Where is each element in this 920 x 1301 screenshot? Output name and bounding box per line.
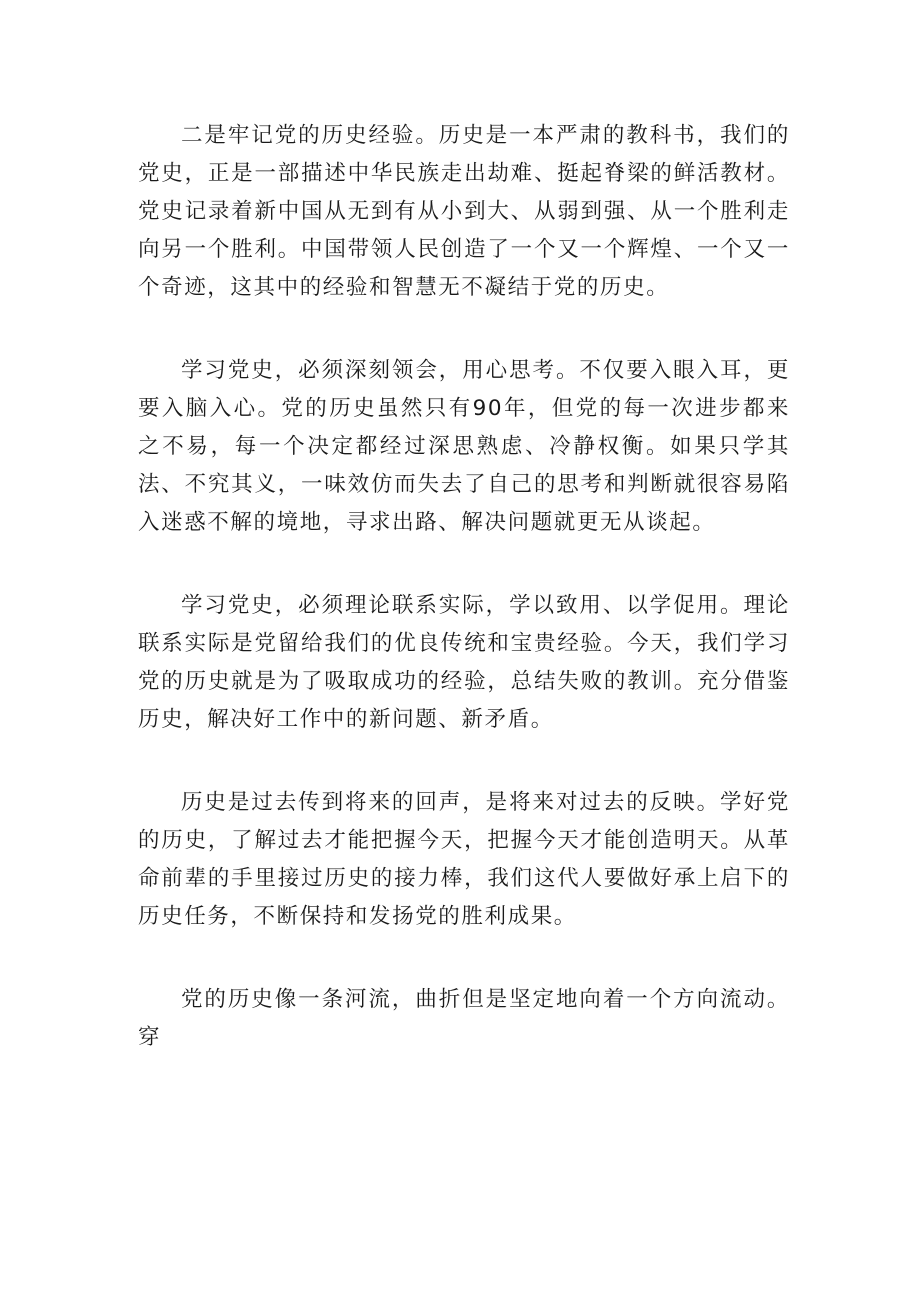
paragraph-4: 历史是过去传到将来的回声，是将来对过去的反映。学好党的历史，了解过去才能把握今天，把握今天才能创造明天。从革命前辈的手里接过历史的接力棒，我们这代人要做好承上启下的历史任务，不断保持和发扬党的胜利成果。 — [138, 790, 790, 929]
paragraph-5: 党的历史像一条河流，曲折但是坚定地向着一个方向流动。穿 — [138, 987, 790, 1050]
paragraph-3: 学习党史，必须理论联系实际，学以致用、以学促用。理论联系实际是党留给我们的优良传统和宝贵经验。今天，我们学习党的历史就是为了吸取成功的经验，总结失败的教训。充分借鉴历史，解决好工作中的新问题、新矛盾。 — [138, 593, 790, 732]
paragraph-1: 二是牢记党的历史经验。历史是一本严肃的教科书，我们的党史，正是一部描述中华民族走出劫难、挺起脊梁的鲜活教材。党史记录着新中国从无到有从小到大、从弱到强、从一个胜利走向另一个胜利。中国带领人民创造了一个又一个辉煌、一个又一个奇迹，这其中的经验和智慧无不凝结于党的历史。 — [138, 123, 790, 300]
document-body — [138, 117, 790, 1057]
paragraph-2: 学习党史，必须深刻领会，用心思考。不仅要入眼入耳，更要入脑入心。党的历史虽然只有90年，但党的每一次进步都来之不易，每一个决定都经过深思熟虑、冷静权衡。如果只学其法、不究其义，一味效仿而失去了自己的思考和判断就很容易陷入迷惑不解的境地，寻求出路、解决问题就更无从谈起。 — [138, 358, 790, 535]
